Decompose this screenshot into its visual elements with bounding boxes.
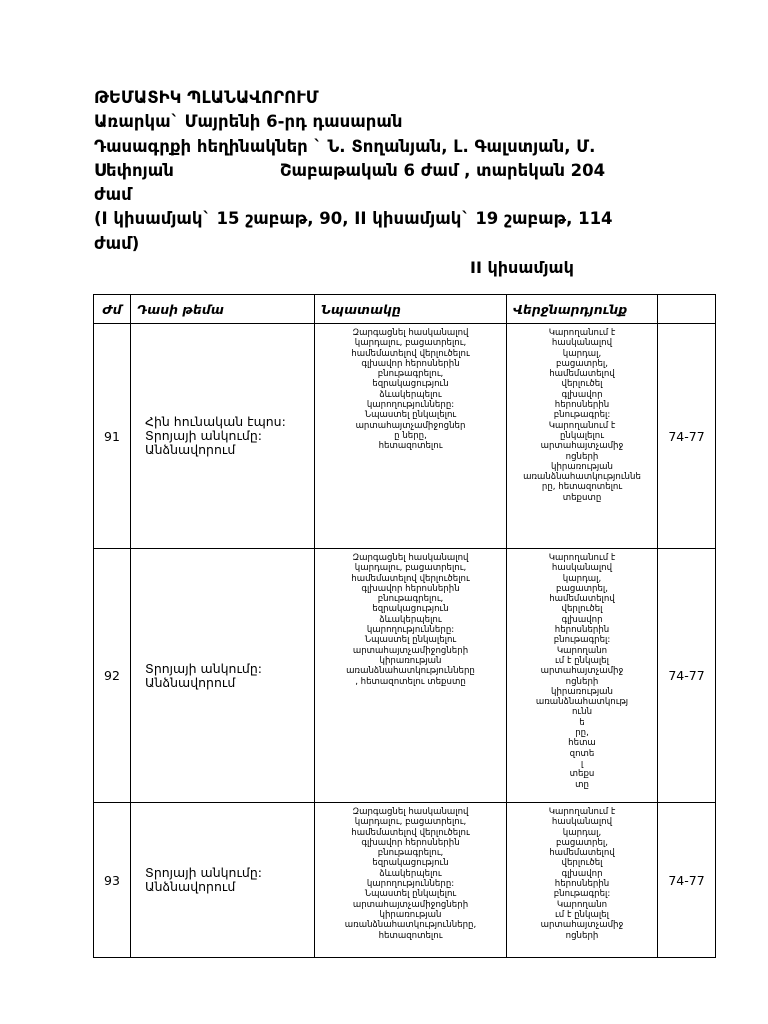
column-header-pages xyxy=(658,295,716,324)
column-header-goal: Նպատակը xyxy=(315,295,507,324)
column-header-hour: Ժմ xyxy=(94,295,131,324)
lesson-plan-table xyxy=(93,294,716,958)
weekly-hours: Շաբաթական 6 ժամ , տարեկան 204 xyxy=(279,160,606,180)
document-header xyxy=(94,86,694,256)
semesters-line-end: ժամ) xyxy=(94,233,140,253)
lesson-pages: 74-77 xyxy=(658,324,716,549)
author-name: Սեփոյան xyxy=(94,160,174,180)
table-row xyxy=(94,549,716,803)
lesson-number: 91 xyxy=(94,324,131,549)
lesson-goal: Զարգացնել հասկանալով կարդալու, բացատրելու, համեմատելով վերլուծելու գլխավոր հերոսներին բնութագրելու, եզրակացություն ձևակերպելու կարողությունները: Նպաստել ընկալելու արտահայտչամիջոցների կիրառության առանձնահատկությունները, հետազոտելու xyxy=(315,803,507,958)
lesson-pages: 74-77 xyxy=(658,803,716,958)
table-row xyxy=(94,803,716,958)
lesson-number: 92 xyxy=(94,549,131,803)
hours-unit: ժամ xyxy=(94,185,132,205)
table-header-row xyxy=(94,295,716,324)
lesson-pages: 74-77 xyxy=(658,549,716,803)
lesson-topic: Հին հունական էպոս: Տրոյայի անկումը: Անձնավորում xyxy=(131,324,315,549)
authors-line: Դասագրքի հեղինակներ ` Ն. Տողանյան, Լ. Գալստյան, Մ. xyxy=(94,136,596,156)
lesson-topic: Տրոյայի անկումը: Անձնավորում xyxy=(131,803,315,958)
table-row xyxy=(94,324,716,549)
lesson-goal: Զարգացնել հասկանալով կարդալու, բացատրելու, համեմատելով վերլուծելու գլխավոր հերոսներին բնութագրելու, եզրակացություն ձևակերպելու կարողությունները: Նպաստել ընկալելու արտահայտչամիջոցների կիրառության առանձնահատկությունները , հետազոտելու տեքստը xyxy=(315,549,507,803)
lesson-number: 93 xyxy=(94,803,131,958)
document-title: ԹԵՄԱՏԻԿ ՊԼԱՆԱՎՈՐՈՒՄ xyxy=(94,88,319,107)
lesson-outcome xyxy=(507,803,658,958)
lesson-outcome: Կարողանում է հասկանալով կարդալ, բացատրել, համեմատելով վերլուծել գլխավոր հերոսներին բնութագրել: Կարողանո ւմ է ընկալել արտահայտչամիջ ոցների կիրառության առանձնահատկությ ունն ե րը, հետա զոտե լ տեքս տը xyxy=(507,549,658,803)
column-header-outcome: Վերջնարդյունք xyxy=(507,295,658,324)
lesson-outcome: Կարողանում է հասկանալով կարդալ, բացատրել, համեմատելով վերլուծել գլխավոր հերոսներին բնութագրել: Կարողանում է ընկալելու արտահայտչամիջ ոցների կիրառության առանձնահատկություննե րը, հետազոտելու տեքստը xyxy=(507,324,658,549)
semesters-line: (I կիսամյակ` 15 շաբաթ, 90, II կիսամյակ` 19 շաբաթ, 114 xyxy=(94,209,613,229)
column-header-topic: Դասի թեմա xyxy=(131,295,315,324)
authors-hours-line xyxy=(94,159,694,183)
subject-line: Առարկա` Մայրենի 6-րդ դասարան xyxy=(94,112,403,132)
lesson-goal: Զարգացնել հասկանալով կարդալու, բացատրելու, համեմատելով վերլուծելու գլխավոր հերոսներին բնութագրելու, եզրակացություն ձևակերպելու կարողությունները: Նպաստել ընկալելու արտահայտչամիջոցներ ը ները, հետազոտելու xyxy=(315,324,507,549)
semester-heading: II կիսամյակ xyxy=(470,258,574,277)
lesson-outcome-text: Կարողանում է հասկանալով կարդալ, բացատրել, համեմատելով վերլուծել գլխավոր հերոսներին բնութագրել: Կարողանո ւմ է ընկալել արտահայտչամիջ ոցների xyxy=(540,807,624,941)
lesson-topic: Տրոյայի անկումը: Անձնավորում xyxy=(131,549,315,803)
